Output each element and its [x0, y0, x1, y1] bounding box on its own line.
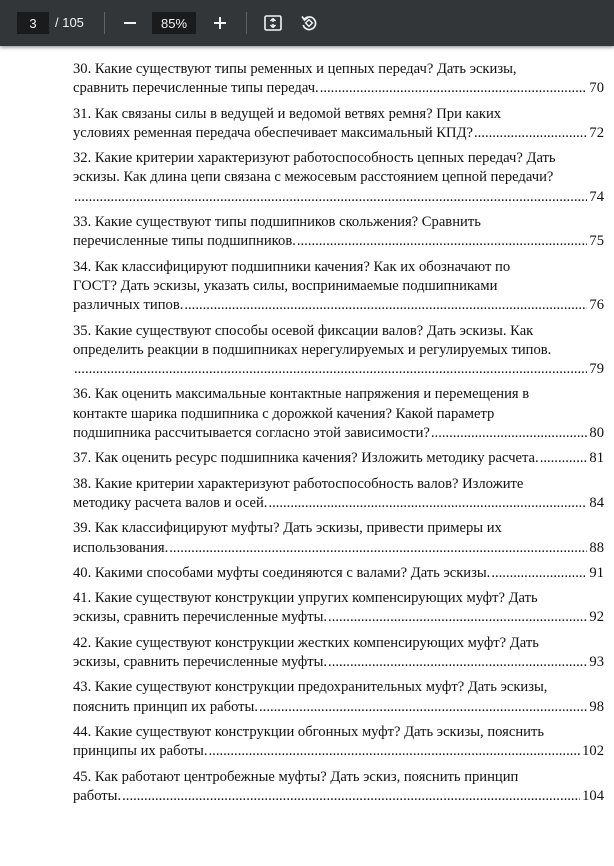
toc-entry[interactable] [73, 105, 604, 144]
dot-leader [169, 539, 587, 558]
zoom-input[interactable] [152, 12, 196, 34]
toc-entry-last-line [73, 188, 604, 207]
dot-leader [328, 608, 587, 627]
toc-page-number: 91 [589, 564, 604, 581]
toc-entry-text: 30. Какие существуют типы ременных и цепных передач? Дать эскизы, [73, 61, 517, 77]
toc-entry-last-line [73, 79, 604, 98]
toc-page-number: 92 [589, 609, 604, 626]
toc-entry[interactable] [73, 322, 604, 380]
toc-entry-text: 35. Какие существуют способы осевой фиксации валов? Дать эскизы. Как [73, 322, 534, 339]
dot-leader [268, 494, 587, 513]
toc-entry-text: определить реакции в подшипниках нерегулируемых и регулируемых типов. [73, 341, 552, 358]
toc-entry-last-line [73, 296, 604, 315]
document-page [0, 46, 614, 866]
toc-page-number: 79 [589, 361, 604, 378]
toc-entry[interactable] [73, 768, 604, 807]
rotate-button[interactable] [297, 11, 321, 35]
table-of-contents [73, 60, 604, 812]
toc-entry[interactable] [73, 258, 604, 316]
toc-entry-text: эскизы, сравнить перечисленные муфты. [73, 609, 328, 626]
rotate-icon [299, 13, 319, 33]
toc-page-number: 88 [589, 539, 604, 556]
toc-page-number: 76 [589, 297, 604, 314]
toolbar-divider [246, 12, 247, 34]
toc-entry-text: 38. Какие критерии характеризуют работоспособность валов? Изложите [73, 475, 524, 492]
toc-entry-text: 44. Какие существуют конструкции обгонных муфт? Дать эскизы, пояснить [73, 723, 544, 740]
toc-entry-text: перечисленные типы подшипников. [73, 233, 296, 250]
toc-entry[interactable] [73, 589, 604, 628]
dot-leader [209, 742, 581, 761]
pdf-toolbar [0, 0, 614, 46]
toc-entry-text: условиях ременная передача обеспечивает максимальный КПД? [73, 124, 473, 141]
dot-leader [74, 188, 587, 207]
toc-entry-last-line [73, 449, 604, 468]
dot-leader [184, 296, 587, 315]
toc-page-number: 74 [589, 188, 604, 205]
toc-entry-text: пояснить принцип их работы. [73, 698, 259, 715]
toc-entry-text: ГОСТ? Дать эскизы, указать силы, воспринимаемые подшипниками [73, 277, 498, 294]
toc-entry[interactable] [73, 564, 604, 583]
toc-entry-text: 33. Какие существуют типы подшипников скольжения? Сравнить [73, 214, 481, 231]
toc-page-number: 70 [589, 80, 604, 97]
toc-entry-last-line [73, 564, 604, 583]
toc-entry-last-line [73, 742, 604, 761]
toc-entry-text: 34. Как классифицируют подшипники качения? Как их обозначают по [73, 258, 511, 275]
dot-leader [431, 424, 588, 443]
toc-entry-text: использования. [73, 539, 169, 556]
dot-leader [122, 787, 580, 806]
toc-entry[interactable] [73, 723, 604, 762]
toc-entry-text: работы. [73, 787, 122, 804]
toc-entry-last-line [73, 653, 604, 672]
zoom-in-button[interactable] [208, 11, 232, 35]
toc-entry-text: 39. Как классифицируют муфты? Дать эскизы, привести примеры их [73, 520, 502, 537]
toc-entry-text: 37. Как оценить ресурс подшипника качения? Изложить методику расчета. [73, 450, 539, 467]
dot-leader [491, 564, 587, 583]
toc-page-number: 102 [582, 743, 604, 760]
toc-entry-text: различных типов. [73, 297, 184, 314]
zoom-out-button[interactable] [118, 11, 142, 35]
toc-entry[interactable] [73, 385, 604, 443]
dot-leader [259, 698, 587, 717]
minus-icon [123, 16, 137, 30]
toc-entry-text: 42. Какие существуют конструкции жестких компенсирующих муфт? Дать [73, 634, 539, 651]
toc-entry-last-line [73, 698, 604, 717]
document-viewer[interactable] [0, 46, 614, 866]
toc-entry-last-line [73, 124, 604, 143]
toc-entry[interactable] [73, 519, 604, 558]
dot-leader [328, 653, 587, 672]
toc-entry-text: подшипника рассчитывается согласно этой зависимости? [73, 425, 430, 442]
toc-page-number: 104 [582, 787, 604, 804]
toc-entry-text: 40. Какими способами муфты соединяются с валами? Дать эскизы. [73, 564, 491, 581]
toc-entry[interactable] [73, 449, 604, 468]
toc-entry-text: сравнить перечисленные типы передач. [73, 80, 319, 97]
toc-page-number: 72 [589, 124, 604, 141]
toc-entry-last-line [73, 787, 604, 806]
page-total: / 105 [55, 15, 84, 30]
toc-entry-text: 31. Как связаны силы в ведущей и ведомой ветвях ремня? При каких [73, 105, 502, 122]
dot-leader [540, 449, 588, 468]
toc-entry-last-line [73, 232, 604, 251]
toc-entry-text: эскизы, сравнить перечисленные муфты. [73, 654, 328, 671]
toc-entry-text: эскизы. Как длина цепи связана с межосевым расстоянием цепной передачи? [73, 169, 554, 186]
toc-entry-text: 32. Какие критерии характеризуют работоспособность цепных передач? Дать [73, 150, 556, 167]
toc-entry[interactable] [73, 678, 604, 717]
toc-entry-last-line [73, 494, 604, 513]
toc-page-number: 98 [589, 698, 604, 715]
dot-leader [320, 79, 588, 98]
toc-entry-text: 45. Как работают центробежные муфты? Дать эскиз, пояснить принцип [73, 768, 519, 785]
toc-entry-text: принципы их работы. [73, 743, 208, 760]
toc-entry[interactable] [73, 634, 604, 673]
dot-leader [297, 232, 588, 251]
plus-icon [213, 16, 227, 30]
page-number-input[interactable] [17, 12, 49, 34]
toc-entry[interactable] [73, 60, 604, 99]
toc-page-number: 84 [589, 494, 604, 511]
toc-entry-text: контакте шарика подшипника с дорожкой качения? Какой параметр [73, 405, 495, 422]
toc-entry-text: 43. Какие существуют конструкции предохранительных муфт? Дать эскизы, [73, 679, 548, 696]
toc-page-number: 80 [589, 425, 604, 442]
toc-entry-text: методику расчета валов и осей. [73, 494, 268, 511]
toc-entry-last-line [73, 424, 604, 443]
toc-entry[interactable] [73, 213, 604, 252]
toc-entry[interactable] [73, 149, 604, 207]
fit-to-page-button[interactable] [261, 11, 285, 35]
toc-entry-text: 41. Какие существуют конструкции упругих компенсирующих муфт? Дать [73, 590, 538, 607]
toc-page-number: 81 [589, 450, 604, 467]
toc-entry-last-line [73, 539, 604, 558]
toc-page-number: 93 [589, 654, 604, 671]
dot-leader [74, 360, 587, 379]
toc-page-number: 75 [589, 233, 604, 250]
toolbar-divider [104, 12, 105, 34]
toc-entry-last-line [73, 360, 604, 379]
toc-entry-last-line [73, 608, 604, 627]
toc-entry[interactable] [73, 475, 604, 514]
fit-page-icon [263, 13, 283, 33]
dot-leader [474, 124, 587, 143]
toc-entry-text: 36. Как оценить максимальные контактные напряжения и перемещения в [73, 386, 530, 403]
